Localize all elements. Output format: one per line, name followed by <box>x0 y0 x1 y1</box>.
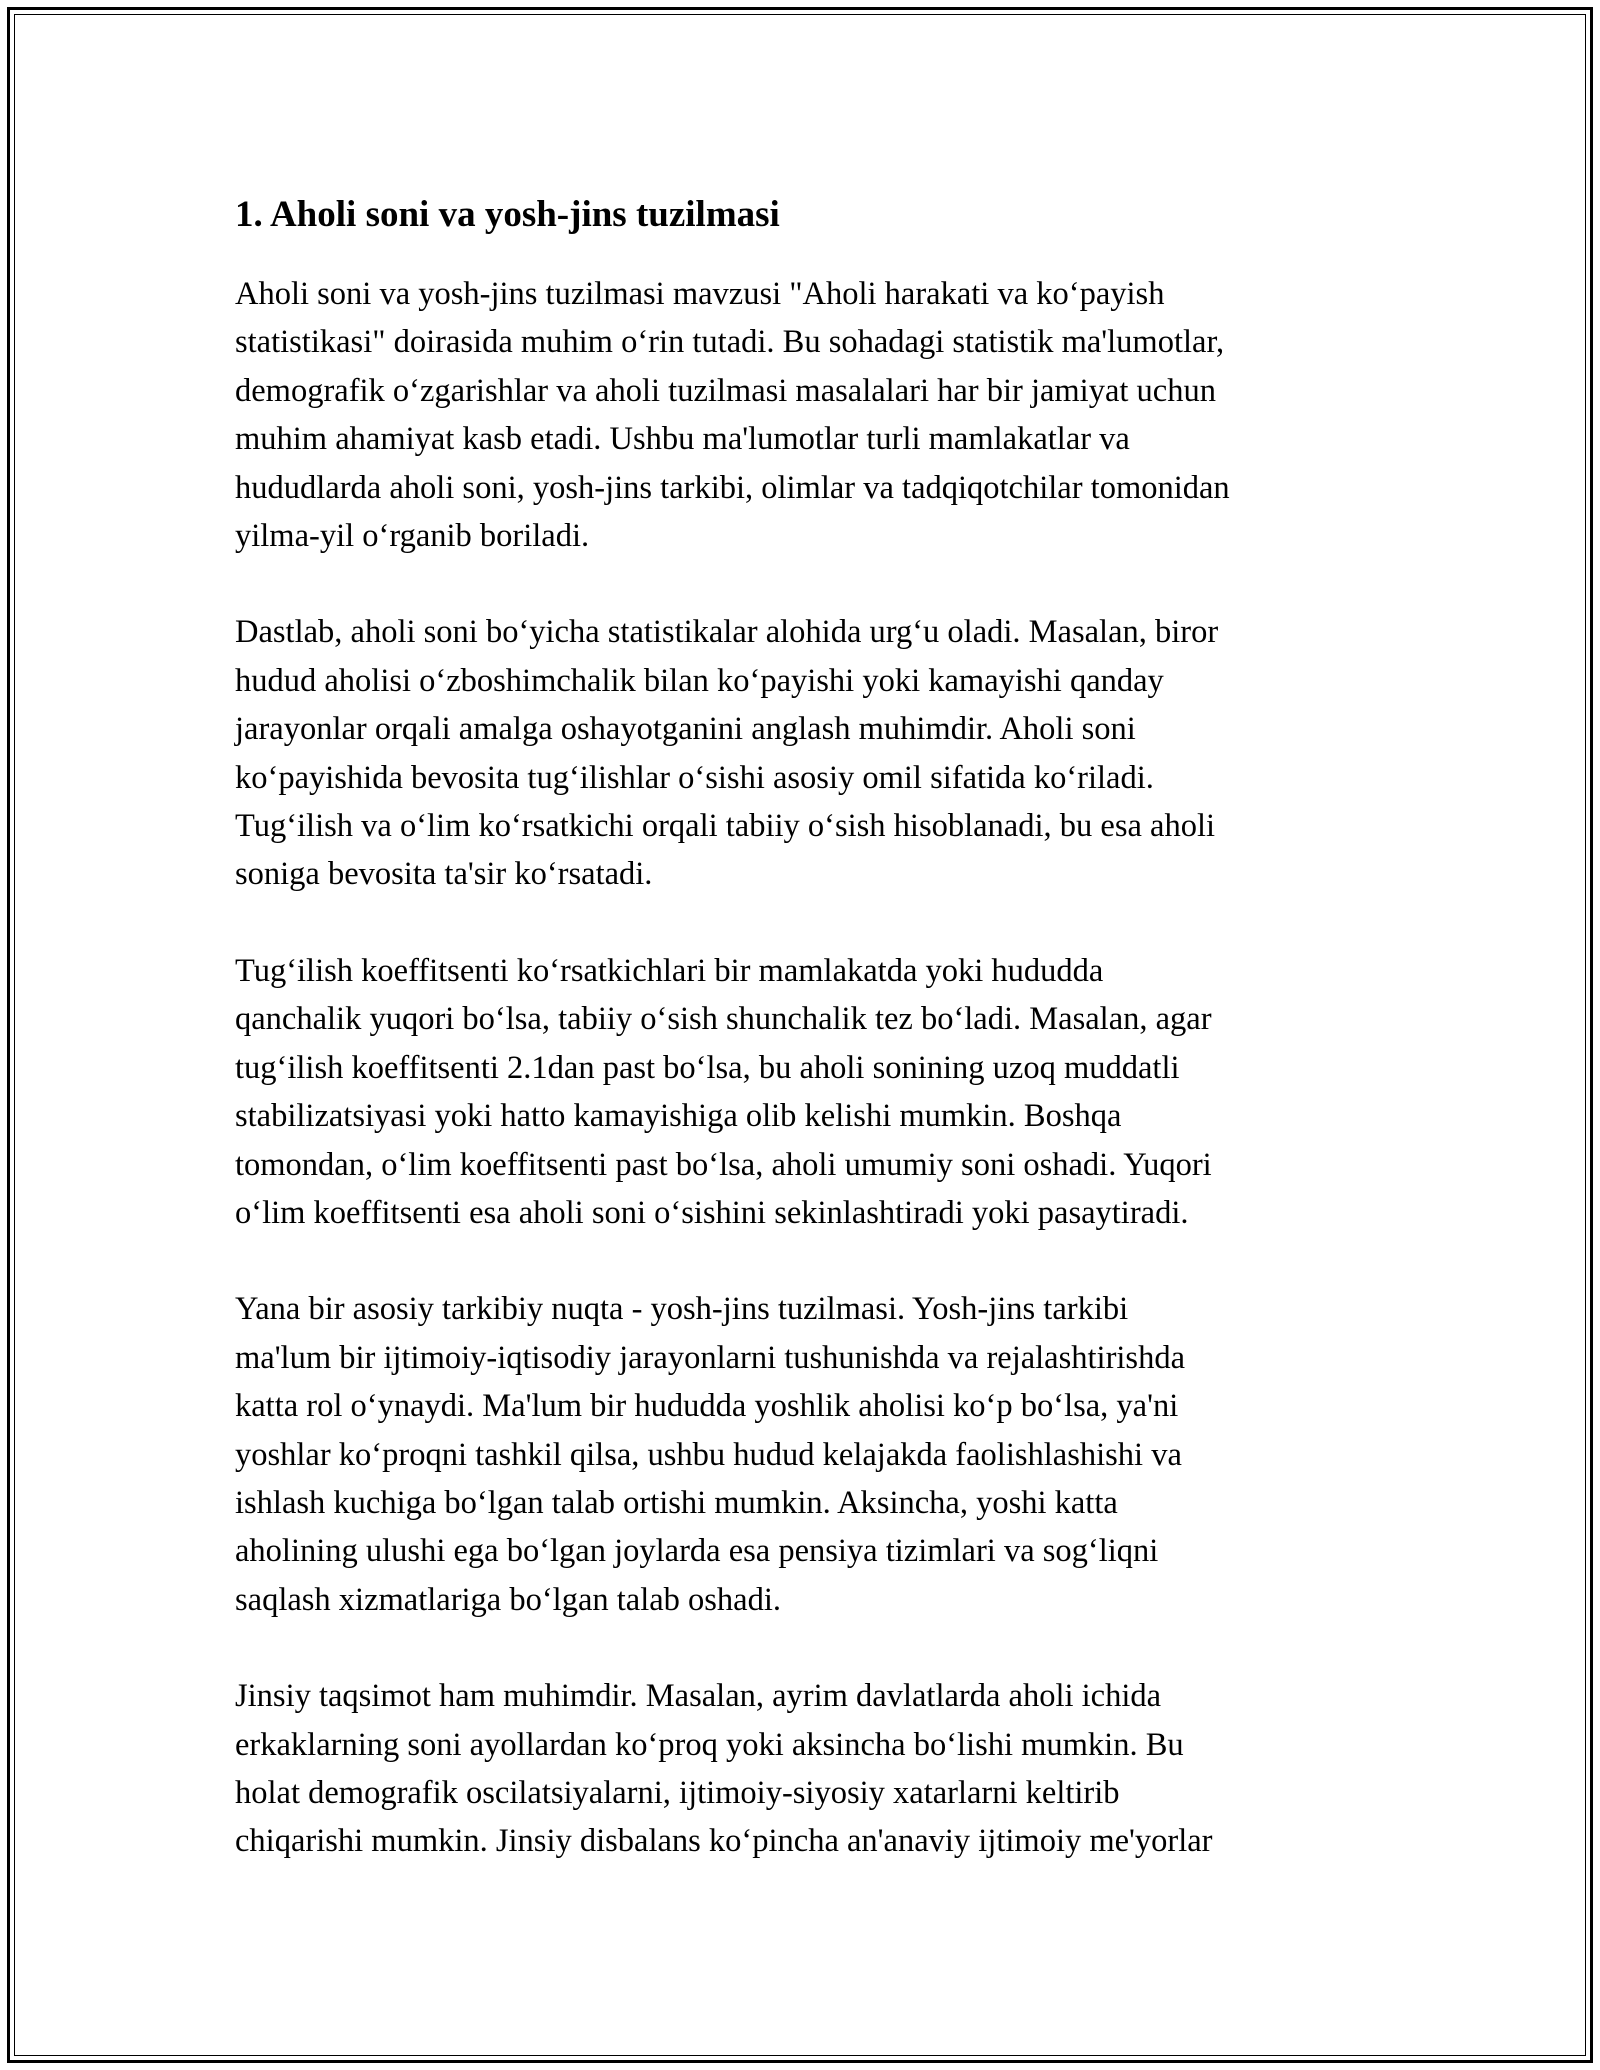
text-line: Yana bir asosiy tarkibiy nuqta - yosh-jins tuzilmasi. Yosh-jins tarkibi <box>235 1291 1129 1328</box>
text-line: Jinsiy taqsimot ham muhimdir. Masalan, ayrim davlatlarda aholi ichida <box>235 1678 1162 1715</box>
text-line: hudud aholisi o‘zboshimchalik bilan ko‘payishi yoki kamayishi qanday <box>235 662 1164 699</box>
text-line: saqlash xizmatlariga bo‘lgan talab oshadi. <box>235 1581 782 1618</box>
text-line: holat demografik oscilatsiyalarni, ijtimoiy-siyosiy xatarlarni keltirib <box>235 1774 1120 1811</box>
text-line: soniga bevosita ta'sir ko‘rsatadi. <box>235 856 653 893</box>
paragraph-2 <box>235 608 1375 898</box>
text-line: aholining ulushi ega bo‘lgan joylarda esa pensiya tizimlari va sog‘liqni <box>235 1533 1159 1570</box>
text-line: Dastlab, aholi soni bo‘yicha statistikalar alohida urg‘u oladi. Masalan, biror <box>235 614 1219 651</box>
paragraph-3 <box>235 947 1375 1237</box>
text-line: qanchalik yuqori bo‘lsa, tabiiy o‘sish shunchalik tez bo‘ladi. Masalan, agar <box>235 1001 1212 1038</box>
text-line: tug‘ilish koeffitsenti 2.1dan past bo‘lsa, bu aholi sonining uzoq muddatli <box>235 1049 1180 1086</box>
text-line: tomondan, o‘lim koeffitsenti past bo‘lsa, aholi umumiy soni oshadi. Yuqori <box>235 1146 1212 1183</box>
text-line: Aholi soni va yosh-jins tuzilmasi mavzusi "Aholi harakati va ko‘payish <box>235 276 1165 312</box>
text-line: hududlarda aholi soni, yosh-jins tarkibi, olimlar va tadqiqotchilar tomonidan <box>235 469 1230 506</box>
text-line: yilma-yil o‘rganib boriladi. <box>235 518 590 555</box>
text-line: muhim ahamiyat kasb etadi. Ushbu ma'lumotlar turli mamlakatlar va <box>235 421 1130 458</box>
text-line: yoshlar ko‘proqni tashkil qilsa, ushbu hudud kelajakda faolishlashishi va <box>235 1436 1182 1473</box>
text-line: katta rol o‘ynaydi. Ma'lum bir hududda yoshlik aholisi ko‘p bo‘lsa, ya'ni <box>235 1388 1179 1425</box>
paragraph-5 <box>235 1672 1375 1866</box>
text-line: o‘lim koeffitsenti esa aholi soni o‘sishini sekinlashtiradi yoki pasaytiradi. <box>235 1194 1189 1231</box>
section-heading: 1. Aholi soni va yosh-jins tuzilmasi <box>235 194 780 235</box>
text-line: ma'lum bir ijtimoiy-iqtisodiy jarayonlarni tushunishda va rejalashtirishda <box>235 1339 1185 1376</box>
text-line: statistikasi" doirasida muhim o‘rin tutadi. Bu sohadagi statistik ma'lumotlar, <box>235 324 1225 361</box>
text-line: chiqarishi mumkin. Jinsiy disbalans ko‘pincha an'anaviy ijtimoiy me'yorlar <box>235 1823 1213 1860</box>
text-line: stabilizatsiyasi yoki hatto kamayishiga olib kelishi mumkin. Boshqa <box>235 1098 1122 1135</box>
text-line: Tug‘ilish va o‘lim ko‘rsatkichi orqali tabiiy o‘sish hisoblanadi, bu esa aholi <box>235 808 1215 845</box>
text-line: Tug‘ilish koeffitsenti ko‘rsatkichlari bir mamlakatda yoki hududda <box>235 952 1104 989</box>
document-body <box>235 182 1375 1914</box>
text-line: jarayonlar orqali amalga oshayotganini anglash muhimdir. Aholi soni <box>235 711 1136 748</box>
text-line: demografik o‘zgarishlar va aholi tuzilmasi masalalari har bir jamiyat uchun <box>235 372 1216 409</box>
paragraph-1 <box>235 270 1375 560</box>
text-line: erkaklarning soni ayollardan ko‘proq yoki aksincha bo‘lishi mumkin. Bu <box>235 1726 1184 1763</box>
text-line: ko‘payishida bevosita tug‘ilishlar o‘sishi asosiy omil sifatida ko‘riladi. <box>235 759 1154 796</box>
paragraph-4 <box>235 1285 1375 1624</box>
text-line: ishlash kuchiga bo‘lgan talab ortishi mumkin. Aksincha, yoshi katta <box>235 1484 1118 1521</box>
